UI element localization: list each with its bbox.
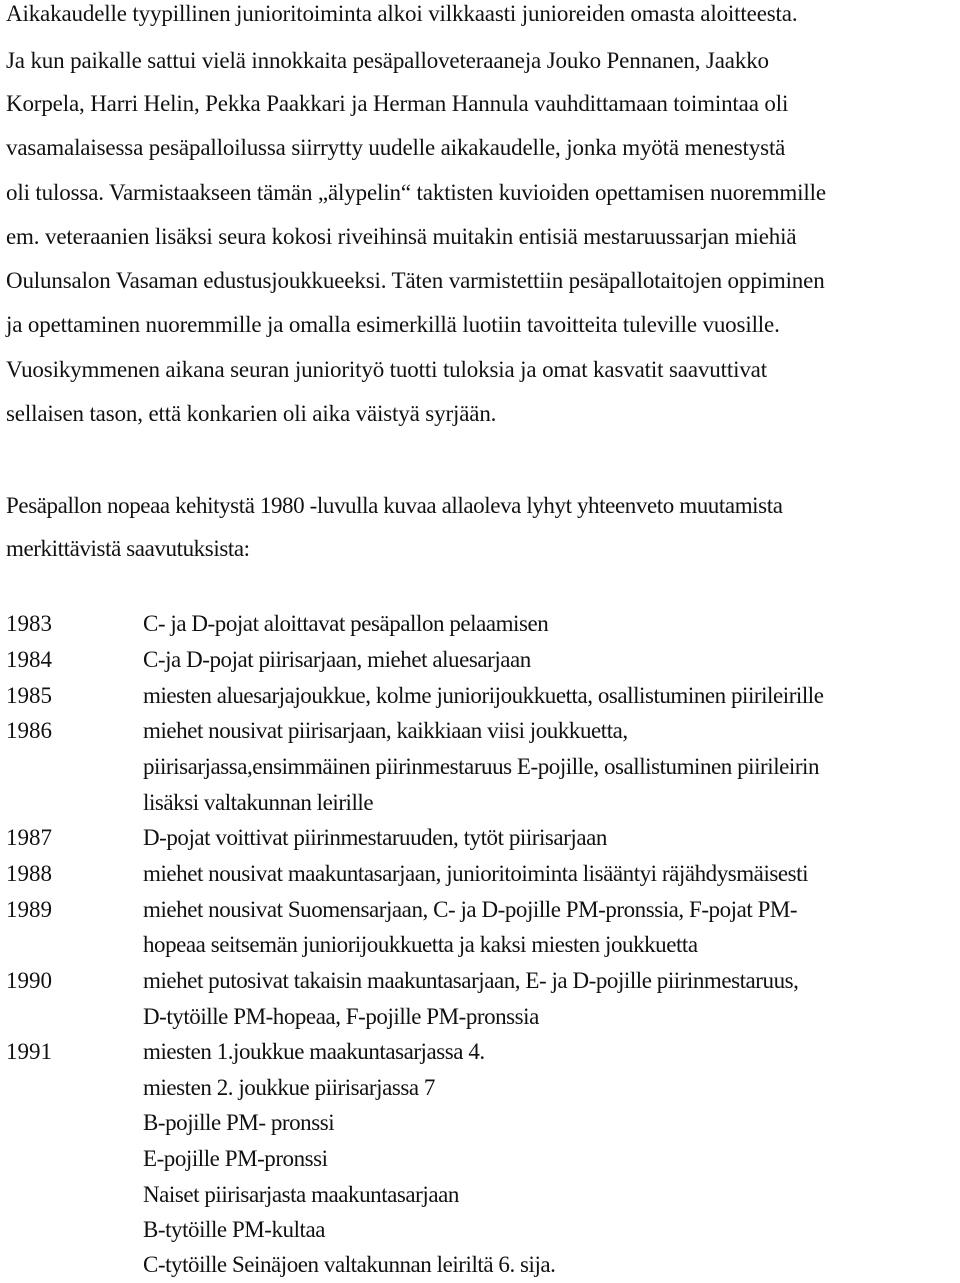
timeline-text: Naiset piirisarjasta maakuntasarjaan <box>143 1182 459 1207</box>
timeline-text: miesten 1.joukkue maakuntasarjassa 4. <box>143 1039 485 1064</box>
intro-line: Vuosikymmenen aikana seuran juniorityö tuotti tuloksia ja omat kasvatit saavuttivat <box>6 357 767 382</box>
timeline-text: C-ja D-pojat piirisarjaan, miehet aluesarjaan <box>143 647 531 672</box>
timeline-year: 1987 <box>6 825 52 850</box>
timeline-text: B-pojille PM- pronssi <box>143 1110 335 1135</box>
timeline-year: 1985 <box>6 683 52 708</box>
timeline-year: 1989 <box>6 897 52 922</box>
timeline-text: C-tytöille Seinäjoen valtakunnan leiriltä 6. sija. <box>143 1252 556 1277</box>
intro-line: em. veteraanien lisäksi seura kokosi riveihinsä muitakin entisiä mestaruussarjan miehiä <box>6 224 797 249</box>
intro-line: Ja kun paikalle sattui vielä innokkaita pesäpalloveteraaneja Jouko Pennanen, Jaakko <box>6 48 769 73</box>
timeline-text: miehet nousivat Suomensarjaan, C- ja D-pojille PM-pronssia, F-pojat PM- <box>143 897 798 922</box>
timeline-year: 1983 <box>6 611 52 636</box>
timeline-text: C- ja D-pojat aloittavat pesäpallon pelaamisen <box>143 611 549 636</box>
intro-line: Oulunsalon Vasaman edustusjoukkueeksi. Täten varmistettiin pesäpallotaitojen oppiminen <box>6 268 825 293</box>
timeline-text: miesten aluesarjajoukkue, kolme juniorijoukkuetta, osallistuminen piirileirille <box>143 683 824 708</box>
timeline-text: miehet putosivat takaisin maakuntasarjaan, E- ja D-pojille piirinmestaruus, <box>143 968 799 993</box>
intro-line: ja opettaminen nuoremmille ja omalla esimerkillä luotiin tavoitteita tuleville vuosille. <box>6 312 780 337</box>
timeline-text: miehet nousivat piirisarjaan, kaikkiaan viisi joukkuetta, <box>143 718 628 743</box>
timeline-text: miesten 2. joukkue piirisarjassa 7 <box>143 1075 435 1100</box>
intro-line: Korpela, Harri Helin, Pekka Paakkari ja Herman Hannula vauhdittamaan toimintaa oli <box>6 91 789 116</box>
timeline-text: miehet nousivat maakuntasarjaan, junioritoiminta lisääntyi räjähdysmäisesti <box>143 861 809 886</box>
timeline-text: D-pojat voittivat piirinmestaruuden, tytöt piirisarjaan <box>143 825 607 850</box>
timeline-year: 1986 <box>6 718 52 743</box>
summary-line: merkittävistä saavutuksista: <box>6 536 250 561</box>
intro-line: sellaisen tason, että konkarien oli aika väistyä syrjään. <box>6 401 497 426</box>
intro-line: oli tulossa. Varmistaakseen tämän „älypelin“ taktisten kuvioiden opettamisen nuoremmille <box>6 180 826 205</box>
timeline-text: D-tytöille PM-hopeaa, F-pojille PM-pronssia <box>143 1004 539 1029</box>
timeline-year: 1991 <box>6 1039 52 1064</box>
timeline-year: 1990 <box>6 968 52 993</box>
timeline-text: E-pojille PM-pronssi <box>143 1146 328 1171</box>
timeline-text: B-tytöille PM-kultaa <box>143 1217 326 1242</box>
intro-line: vasamalaisessa pesäpalloilussa siirrytty uudelle aikakaudelle, jonka myötä menestystä <box>6 135 786 160</box>
summary-line: Pesäpallon nopeaa kehitystä 1980 -luvulla kuvaa allaoleva lyhyt yhteenveto muutamista <box>6 493 783 518</box>
timeline-year: 1984 <box>6 647 52 672</box>
timeline-text: hopeaa seitsemän juniorijoukkuetta ja kaksi miesten joukkuetta <box>143 932 698 957</box>
timeline-text: lisäksi valtakunnan leirille <box>143 790 374 815</box>
timeline-year: 1988 <box>6 861 52 886</box>
timeline-text: piirisarjassa,ensimmäinen piirinmestaruus E-pojille, osallistuminen piirileirin <box>143 754 820 779</box>
intro-line: Aikakaudelle tyypillinen junioritoiminta alkoi vilkkaasti junioreiden omasta aloitteesta. <box>6 1 798 26</box>
